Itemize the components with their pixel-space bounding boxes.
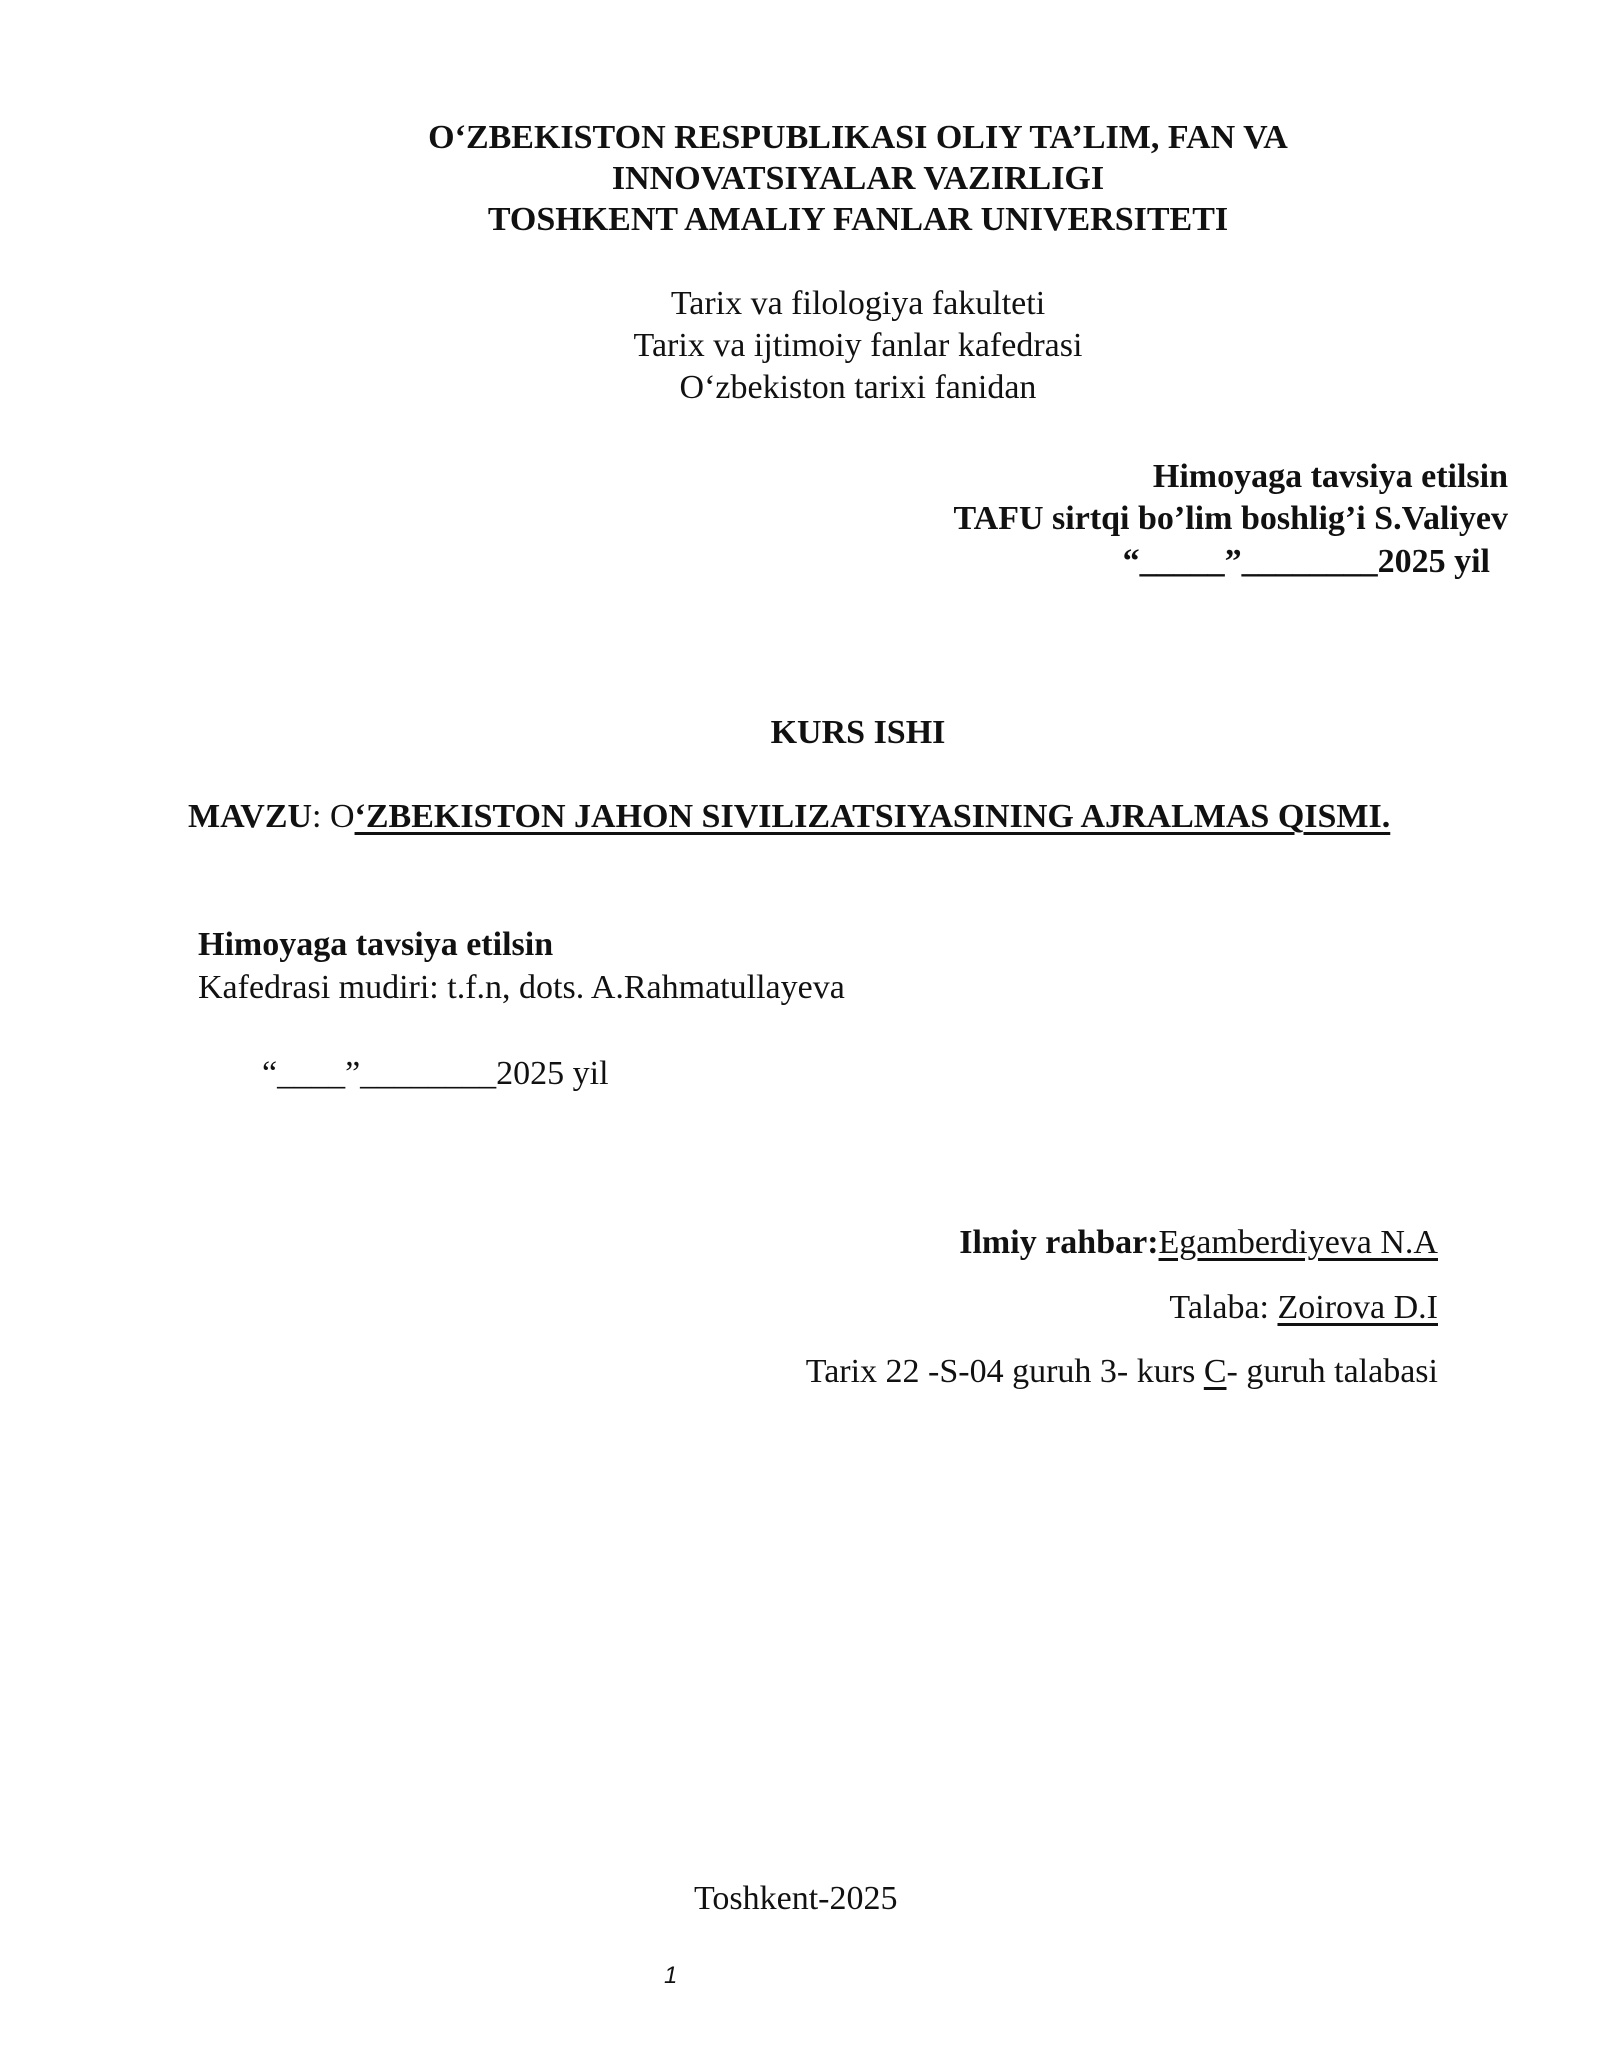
student-name: Zoirova D.I [1277, 1289, 1438, 1326]
group-suffix: - guruh talabasi [1226, 1353, 1438, 1390]
approval-date-top: “_____”________2025 yil [1122, 543, 1490, 580]
work-type-heading: KURS ISHI [770, 714, 946, 751]
student-group-line [600, 1351, 1438, 1393]
topic-separator: : O [312, 798, 355, 835]
department-name: Tarix va ijtimoiy fanlar kafedrasi [633, 327, 1083, 364]
topic-line [188, 796, 1390, 838]
topic-label: MAVZU [188, 798, 313, 835]
approval-date-left: “____”________2025 yil [262, 1055, 609, 1092]
subject-name: O‘zbekiston tarixi fanidan [679, 369, 1037, 406]
supervisor-label: Ilmiy rahbar: [959, 1224, 1159, 1261]
group-letter: C [1203, 1353, 1227, 1390]
faculty-name: Tarix va filologiya fakulteti [670, 285, 1046, 322]
page-number: 1 [664, 1962, 678, 1989]
student-label: Talaba: [1169, 1289, 1278, 1326]
approval-title-top: Himoyaga tavsiya etilsin [1152, 458, 1508, 495]
group-prefix: Tarix 22 -S-04 guruh 3- kurs [805, 1353, 1204, 1390]
supervisor-name: Egamberdiyeva N.A [1158, 1224, 1438, 1261]
approval-title-left: Himoyaga tavsiya etilsin [198, 926, 554, 963]
student-line [700, 1287, 1438, 1329]
ministry-title-line1: O‘ZBEKISTON RESPUBLIKASI OLIY TA’LIM, FAN VA [428, 119, 1288, 156]
city-year: Toshkent-2025 [694, 1880, 898, 1917]
approval-official-top: TAFU sirtqi bo’lim boshlig’i S.Valiyev [953, 500, 1508, 537]
ministry-title-line2: INNOVATSIYALAR VAZIRLIGI [611, 160, 1105, 197]
department-head: Kafedrasi mudiri: t.f.n, dots. A.Rahmatullayeva [198, 969, 845, 1006]
supervisor-line [700, 1222, 1438, 1264]
university-name: TOSHKENT AMALIY FANLAR UNIVERSITETI [487, 201, 1229, 238]
topic-title: ‘ZBEKISTON JAHON SIVILIZATSIYASINING AJRALMAS QISMI. [354, 798, 1391, 835]
